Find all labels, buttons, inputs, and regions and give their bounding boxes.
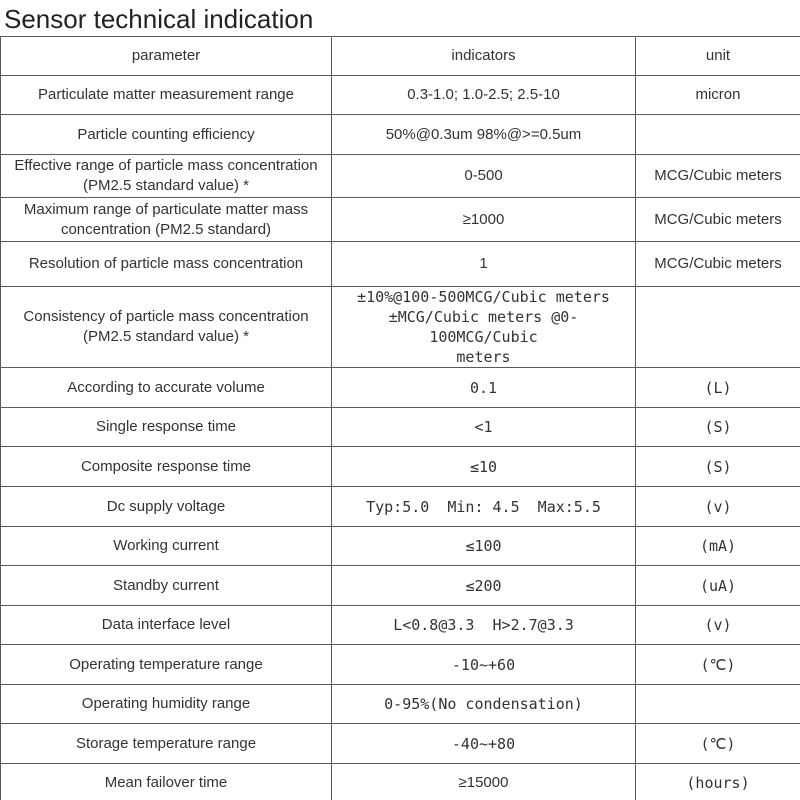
header-indicators: indicators (332, 37, 636, 76)
table-row (1, 155, 800, 198)
unit-cell: (L) (636, 368, 800, 408)
table-row (1, 527, 800, 566)
unit-cell: (v) (636, 606, 800, 645)
unit-cell: MCG/Cubic meters (636, 155, 800, 198)
parameter-cell: Particulate matter measurement range (1, 76, 332, 115)
table-row (1, 115, 800, 155)
parameter-cell: Resolution of particle mass concentration (1, 242, 332, 287)
indicator-cell: ±10%@100-500MCG/Cubic meters ±MCG/Cubic meters @0-100MCG/Cubic meters (332, 287, 636, 368)
indicator-cell: 0.1 (332, 368, 636, 408)
indicator-cell: ≥1000 (332, 198, 636, 242)
parameter-cell: Mean failover time (1, 764, 332, 800)
unit-cell: micron (636, 76, 800, 115)
parameter-cell: Composite response time (1, 447, 332, 487)
indicator-cell: ≥15000 (332, 764, 636, 800)
unit-cell: MCG/Cubic meters (636, 198, 800, 242)
indicator-cell: 1 (332, 242, 636, 287)
table-row (1, 368, 800, 408)
indicator-cell: 0-95%(No condensation) (332, 685, 636, 724)
table-row (1, 487, 800, 527)
unit-cell: (uA) (636, 566, 800, 606)
parameter-cell: Standby current (1, 566, 332, 606)
indicator-cell: 50%@0.3um 98%@>=0.5um (332, 115, 636, 155)
unit-cell (636, 287, 800, 368)
indicator-cell: 0-500 (332, 155, 636, 198)
parameter-cell: Consistency of particle mass concentration (PM2.5 standard value) * (1, 287, 332, 368)
indicator-cell: <1 (332, 408, 636, 447)
parameter-cell: According to accurate volume (1, 368, 332, 408)
parameter-cell: Data interface level (1, 606, 332, 645)
parameter-cell: Storage temperature range (1, 724, 332, 764)
parameter-cell: Operating temperature range (1, 645, 332, 685)
table-row (1, 685, 800, 724)
indicator-cell: 0.3-1.0; 1.0-2.5; 2.5-10 (332, 76, 636, 115)
parameter-cell: Dc supply voltage (1, 487, 332, 527)
indicator-cell: Typ:5.0 Min: 4.5 Max:5.5 (332, 487, 636, 527)
parameter-cell: Maximum range of particulate matter mass concentration (PM2.5 standard) (1, 198, 332, 242)
unit-cell: (℃) (636, 645, 800, 685)
unit-cell (636, 685, 800, 724)
page-title: Sensor technical indication (4, 4, 314, 34)
parameter-cell: Operating humidity range (1, 685, 332, 724)
indicator-cell: -40~+80 (332, 724, 636, 764)
parameter-cell: Single response time (1, 408, 332, 447)
table-row (1, 76, 800, 115)
table-row (1, 566, 800, 606)
table-row (1, 645, 800, 685)
unit-cell: (v) (636, 487, 800, 527)
table-row (1, 242, 800, 287)
unit-cell: (℃) (636, 724, 800, 764)
table-row (1, 724, 800, 764)
header-parameter: parameter (1, 37, 332, 76)
indicator-cell: -10~+60 (332, 645, 636, 685)
parameter-cell: Effective range of particle mass concentration (PM2.5 standard value) * (1, 155, 332, 198)
table-row (1, 198, 800, 242)
unit-cell (636, 115, 800, 155)
parameter-cell: Working current (1, 527, 332, 566)
header-unit: unit (636, 37, 800, 76)
unit-cell: (hours) (636, 764, 800, 800)
indicator-cell: ≤100 (332, 527, 636, 566)
unit-cell: (S) (636, 408, 800, 447)
indicator-cell: L<0.8@3.3 H>2.7@3.3 (332, 606, 636, 645)
parameter-cell: Particle counting efficiency (1, 115, 332, 155)
table-header-row (1, 37, 800, 76)
unit-cell: (S) (636, 447, 800, 487)
spec-table (0, 36, 800, 800)
table-row (1, 447, 800, 487)
indicator-cell: ≤200 (332, 566, 636, 606)
unit-cell: (mA) (636, 527, 800, 566)
table-row (1, 606, 800, 645)
indicator-cell: ≤10 (332, 447, 636, 487)
unit-cell: MCG/Cubic meters (636, 242, 800, 287)
table-row (1, 287, 800, 368)
table-row (1, 408, 800, 447)
table-row (1, 764, 800, 800)
